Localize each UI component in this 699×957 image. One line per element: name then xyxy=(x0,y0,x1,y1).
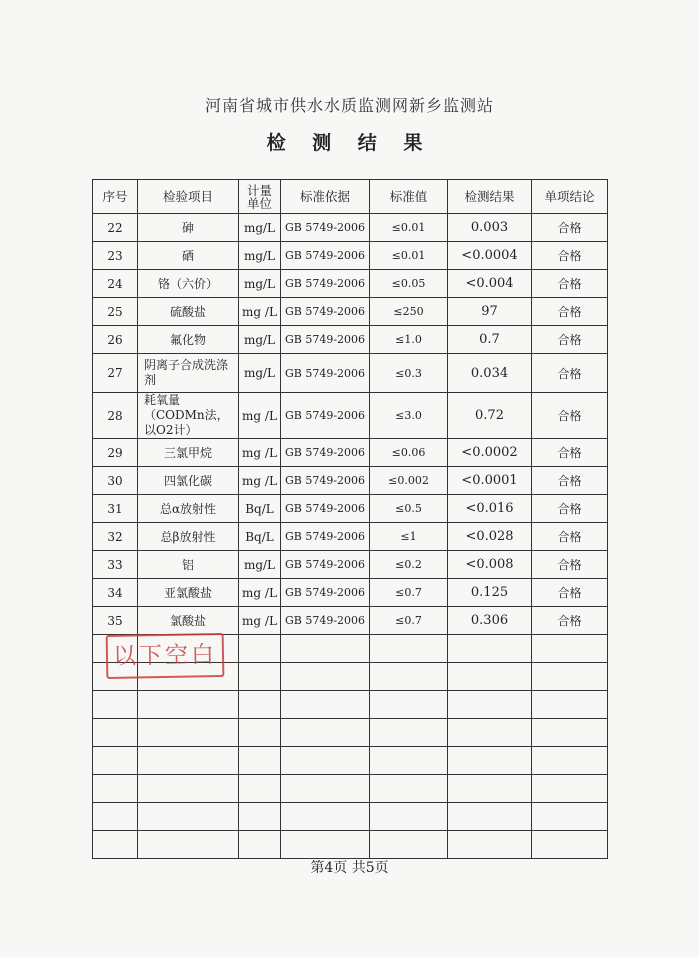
row-item: 耗氧量（CODMn法，以O2计） xyxy=(138,393,239,439)
row-item: 铝 xyxy=(138,551,239,579)
empty-row xyxy=(93,831,608,859)
row-limit: ≤0.05 xyxy=(370,270,448,298)
row-result: 0.125 xyxy=(448,579,532,607)
row-no: 25 xyxy=(93,298,138,326)
row-conclusion: 合格 xyxy=(532,495,608,523)
row-result: <0.004 xyxy=(448,270,532,298)
row-limit: ≤0.3 xyxy=(370,354,448,393)
row-limit: ≤250 xyxy=(370,298,448,326)
row-standard: GB 5749-2006 xyxy=(281,298,370,326)
row-standard: GB 5749-2006 xyxy=(281,551,370,579)
row-unit: mg /L xyxy=(239,298,281,326)
row-limit: ≤3.0 xyxy=(370,393,448,439)
row-limit: ≤0.01 xyxy=(370,214,448,242)
row-no: 31 xyxy=(93,495,138,523)
row-result: <0.028 xyxy=(448,523,532,551)
col-header-unit: 计量单位 xyxy=(239,180,281,214)
page-title: 检 测 结 果 xyxy=(266,132,433,154)
row-item: 四氯化碳 xyxy=(138,467,239,495)
row-result: <0.0004 xyxy=(448,242,532,270)
row-limit: ≤0.7 xyxy=(370,607,448,635)
row-unit: mg /L xyxy=(239,467,281,495)
row-conclusion: 合格 xyxy=(532,354,608,393)
empty-row xyxy=(93,719,608,747)
col-header-limit: 标准值 xyxy=(370,180,448,214)
row-no: 33 xyxy=(93,551,138,579)
row-result: <0.016 xyxy=(448,495,532,523)
row-conclusion: 合格 xyxy=(532,242,608,270)
row-unit: mg/L xyxy=(239,270,281,298)
empty-row xyxy=(93,691,608,719)
row-item: 氯酸盐 xyxy=(138,607,239,635)
row-standard: GB 5749-2006 xyxy=(281,242,370,270)
row-conclusion: 合格 xyxy=(532,439,608,467)
row-result: <0.0001 xyxy=(448,467,532,495)
row-no: 30 xyxy=(93,467,138,495)
row-limit: ≤0.06 xyxy=(370,439,448,467)
table-row xyxy=(93,467,608,495)
table-row xyxy=(93,393,608,439)
row-conclusion: 合格 xyxy=(532,214,608,242)
row-item: 砷 xyxy=(138,214,239,242)
table-row xyxy=(93,214,608,242)
row-unit: mg /L xyxy=(239,607,281,635)
page-number: 第4页 共5页 xyxy=(310,860,389,876)
row-conclusion: 合格 xyxy=(532,607,608,635)
table-row xyxy=(93,298,608,326)
row-standard: GB 5749-2006 xyxy=(281,495,370,523)
col-header-conclusion: 单项结论 xyxy=(532,180,608,214)
row-standard: GB 5749-2006 xyxy=(281,326,370,354)
col-header-result: 检测结果 xyxy=(448,180,532,214)
table-row xyxy=(93,439,608,467)
table-row xyxy=(93,495,608,523)
empty-row xyxy=(93,803,608,831)
row-item: 铬（六价） xyxy=(138,270,239,298)
row-result: 0.72 xyxy=(448,393,532,439)
row-no: 29 xyxy=(93,439,138,467)
row-standard: GB 5749-2006 xyxy=(281,523,370,551)
row-result: 0.003 xyxy=(448,214,532,242)
row-no: 26 xyxy=(93,326,138,354)
row-conclusion: 合格 xyxy=(532,579,608,607)
row-result: 0.034 xyxy=(448,354,532,393)
col-header-item: 检验项目 xyxy=(138,180,239,214)
row-no: 28 xyxy=(93,393,138,439)
row-no: 34 xyxy=(93,579,138,607)
organization-name: 河南省城市供水水质监测网新乡监测站 xyxy=(204,96,494,115)
row-standard: GB 5749-2006 xyxy=(281,354,370,393)
row-unit: Bq/L xyxy=(239,523,281,551)
table-row xyxy=(93,551,608,579)
row-standard: GB 5749-2006 xyxy=(281,214,370,242)
row-result: 0.306 xyxy=(448,607,532,635)
col-header-no: 序号 xyxy=(93,180,138,214)
row-conclusion: 合格 xyxy=(532,393,608,439)
row-no: 27 xyxy=(93,354,138,393)
row-item: 硒 xyxy=(138,242,239,270)
row-no: 23 xyxy=(93,242,138,270)
table-row xyxy=(93,270,608,298)
row-no: 32 xyxy=(93,523,138,551)
row-item: 氟化物 xyxy=(138,326,239,354)
row-conclusion: 合格 xyxy=(532,467,608,495)
row-unit: mg/L xyxy=(239,214,281,242)
row-standard: GB 5749-2006 xyxy=(281,439,370,467)
row-conclusion: 合格 xyxy=(532,523,608,551)
row-limit: ≤1 xyxy=(370,523,448,551)
row-item: 总β放射性 xyxy=(138,523,239,551)
row-unit: Bq/L xyxy=(239,495,281,523)
row-result: 97 xyxy=(448,298,532,326)
row-standard: GB 5749-2006 xyxy=(281,393,370,439)
row-item: 阴离子合成洗涤剂 xyxy=(138,354,239,393)
empty-row xyxy=(93,775,608,803)
table-row xyxy=(93,523,608,551)
row-result: <0.008 xyxy=(448,551,532,579)
row-unit: mg/L xyxy=(239,354,281,393)
row-limit: ≤0.2 xyxy=(370,551,448,579)
row-result: <0.0002 xyxy=(448,439,532,467)
row-conclusion: 合格 xyxy=(532,298,608,326)
row-item: 硫酸盐 xyxy=(138,298,239,326)
row-limit: ≤0.5 xyxy=(370,495,448,523)
blank-below-stamp: 以下空白 xyxy=(106,633,225,679)
table-row xyxy=(93,607,608,635)
results-table xyxy=(92,179,608,859)
row-limit: ≤0.7 xyxy=(370,579,448,607)
row-item: 亚氯酸盐 xyxy=(138,579,239,607)
row-standard: GB 5749-2006 xyxy=(281,607,370,635)
row-no: 35 xyxy=(93,607,138,635)
row-limit: ≤0.01 xyxy=(370,242,448,270)
row-unit: mg /L xyxy=(239,393,281,439)
col-header-standard: 标准依据 xyxy=(281,180,370,214)
row-conclusion: 合格 xyxy=(532,326,608,354)
row-limit: ≤1.0 xyxy=(370,326,448,354)
row-no: 22 xyxy=(93,214,138,242)
table-row xyxy=(93,242,608,270)
row-unit: mg/L xyxy=(239,242,281,270)
row-unit: mg/L xyxy=(239,551,281,579)
row-item: 总α放射性 xyxy=(138,495,239,523)
table-row xyxy=(93,326,608,354)
row-item: 三氯甲烷 xyxy=(138,439,239,467)
row-standard: GB 5749-2006 xyxy=(281,270,370,298)
row-conclusion: 合格 xyxy=(532,270,608,298)
row-conclusion: 合格 xyxy=(532,551,608,579)
row-limit: ≤0.002 xyxy=(370,467,448,495)
row-standard: GB 5749-2006 xyxy=(281,467,370,495)
empty-row xyxy=(93,747,608,775)
row-unit: mg /L xyxy=(239,439,281,467)
row-result: 0.7 xyxy=(448,326,532,354)
row-no: 24 xyxy=(93,270,138,298)
row-unit: mg /L xyxy=(239,579,281,607)
row-standard: GB 5749-2006 xyxy=(281,579,370,607)
table-header-row xyxy=(93,180,608,214)
row-unit: mg/L xyxy=(239,326,281,354)
table-row xyxy=(93,354,608,393)
table-row xyxy=(93,579,608,607)
